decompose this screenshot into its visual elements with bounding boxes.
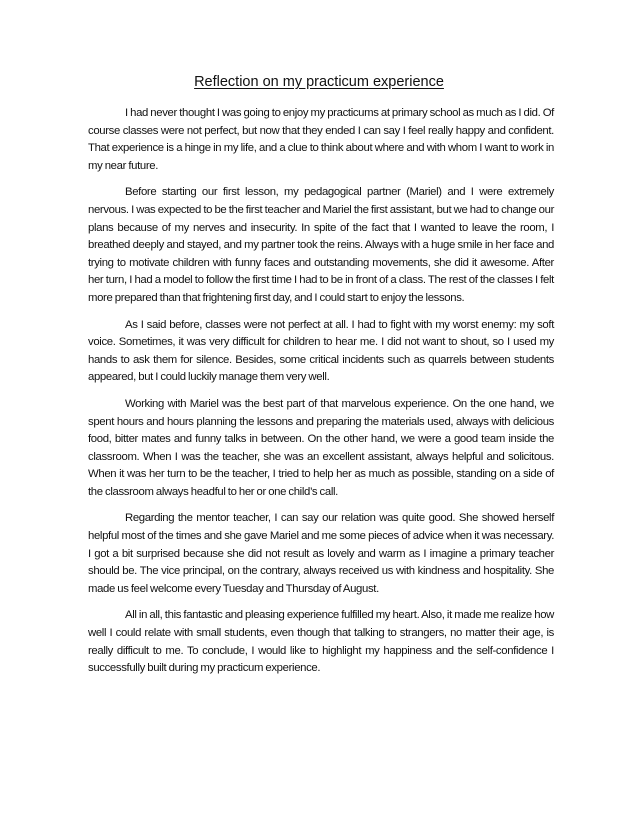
paragraph-intro: I had never thought I was going to enjoy my practicums at primary school as much as I did. Of course classes were not perfect, but now that they ended I can say I feel really happy and confident. That experience is a hinge in my life, and a clue to think about where and with whom I want to work in my near future. bbox=[88, 107, 554, 172]
document-title: Reflection on my practicum experience bbox=[194, 74, 444, 90]
paragraph-working-with-mariel: Working with Mariel was the best part of that marvelous experience. On the one hand, we spent hours and hours planning the lessons and preparing the materials used, always with delicious food, bitter mates and funny talks in between. On the other hand, we were a good team inside the classroom. When I was the teacher, she was an excellent assistant, always helpful and solicitous. When it was her turn to be the teacher, I tried to help her as much as possible, standing on a side of the classroom always headful to her or one child’s call. bbox=[88, 397, 554, 498]
paragraph-classes-not-perfect: As I said before, classes were not perfect at all. I had to fight with my worst enemy: my soft voice. Sometimes, it was very difficult for children to hear me. I did not want to shout, so I used my hands to ask them for silence. Besides, some critical incidents such as quarrels between students appeared, but I could luckily manage them very well. bbox=[88, 318, 554, 384]
paragraph-conclusion: All in all, this fantastic and pleasing experience fulfilled my heart. Also, it made me realize how well I could relate with small students, even though that talking to strangers, no matter their age, is really difficult to me. To conclude, I would like to highlight my happiness and the self-confidence I successfully built during my practicum experience. bbox=[88, 609, 554, 675]
paragraph-mentor-teacher: Regarding the mentor teacher, I can say our relation was quite good. She showed herself helpful most of the times and she gave Mariel and me some pieces of advice when it was necessary. I got a bit surprised because she did not result as lovely and warm as I imagine a primary teacher should be. The vice principal, on the contrary, always received us with kindness and hospitality. She made us feel welcome every Tuesday and Thursday of August. bbox=[88, 512, 554, 595]
document-body bbox=[88, 105, 554, 687]
paragraph-first-lesson: Before starting our first lesson, my pedagogical partner (Mariel) and I were extremely nervous. I was expected to be the first teacher and Mariel the first assistant, but we had to change our plans because of my nerves and insecurity. In spite of the fact that I wanted to leave the room, I breathed deeply and stayed, and my partner took the reins. Always with a huge smile in her face and trying to motivate children with funny faces and outstanding movements, she did it awesome. After her turn, I had a model to follow the first time I had to be in front of a class. The rest of the classes I felt more prepared than that frightening first day, and I could start to enjoy the lessons. bbox=[88, 186, 554, 304]
